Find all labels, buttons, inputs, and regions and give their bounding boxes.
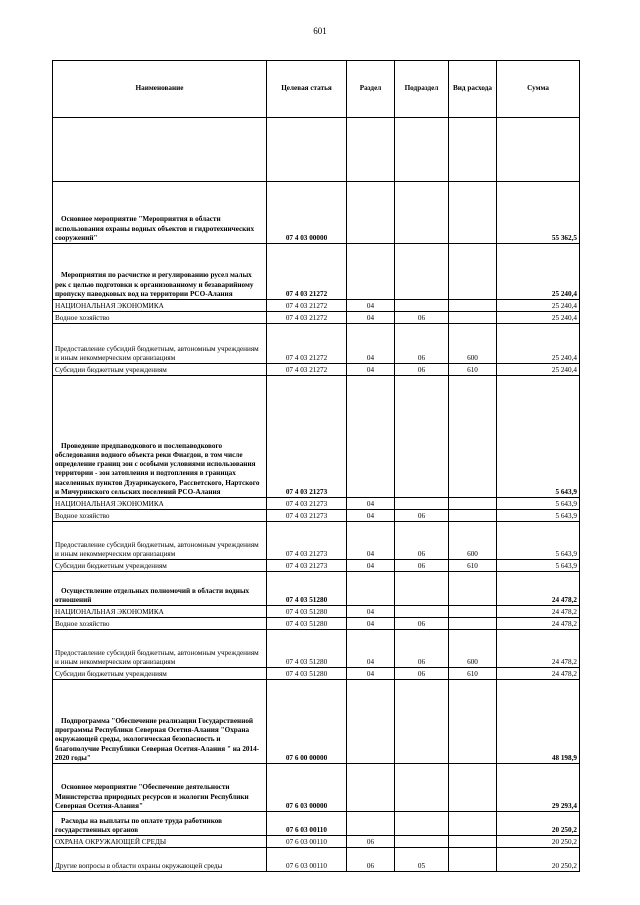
cell-target: 07 4 03 21272: [267, 244, 347, 300]
cell-amount: 20 250,2: [497, 836, 580, 848]
cell-section: [347, 244, 395, 300]
cell-name: Расходы на выплаты по оплате труда работников государственных органов: [53, 812, 267, 836]
cell-expense-type: [449, 836, 497, 848]
cell-section: 06: [347, 836, 395, 848]
cell-section: 04: [347, 324, 395, 364]
cell-subsection: [395, 498, 449, 510]
cell-expense-type: [449, 618, 497, 630]
cell-section: [347, 572, 395, 606]
table-row: [53, 560, 580, 572]
cell-amount: 20 250,2: [497, 812, 580, 836]
cell-subsection: [395, 606, 449, 618]
cell-target: 07 4 03 21273: [267, 560, 347, 572]
cell-expense-type: [449, 848, 497, 872]
cell-target: 07 4 03 21273: [267, 510, 347, 522]
cell-section: 06: [347, 848, 395, 872]
budget-table: [52, 60, 580, 872]
table-row: [53, 618, 580, 630]
cell-amount: 25 240,4: [497, 324, 580, 364]
cell-amount: 24 478,2: [497, 618, 580, 630]
cell-expense-type: [449, 498, 497, 510]
cell-name: НАЦИОНАЛЬНАЯ ЭКОНОМИКА: [53, 300, 267, 312]
cell-amount: 5 643,9: [497, 522, 580, 560]
cell-subsection: [395, 812, 449, 836]
table-row: [53, 812, 580, 836]
cell-name: Мероприятия по расчистке и регулированию русел малых рек с целью подготовки к организованному и безаварийному пропуску паводковых вод на территории РСО-Алания: [53, 244, 267, 300]
cell-subsection: [395, 680, 449, 764]
cell-amount: 24 478,2: [497, 630, 580, 668]
header-amount: Сумма: [497, 61, 580, 118]
cell-target: 07 4 03 21273: [267, 498, 347, 510]
cell-expense-type: [449, 680, 497, 764]
cell-section: 04: [347, 560, 395, 572]
cell-expense-type: [449, 244, 497, 300]
cell-name: Предоставление субсидий бюджетным, автономным учреждениям и иным некоммерческим организациям: [53, 630, 267, 668]
cell-section: [347, 182, 395, 244]
cell-target: 07 6 03 00110: [267, 848, 347, 872]
table-row: [53, 324, 580, 364]
cell-target: 07 4 03 21273: [267, 522, 347, 560]
table-row: [53, 680, 580, 764]
cell-section: 04: [347, 606, 395, 618]
cell-name: Субсидии бюджетным учреждениям: [53, 364, 267, 376]
cell-subsection: 06: [395, 522, 449, 560]
table-row: [53, 364, 580, 376]
cell-name: ОХРАНА ОКРУЖАЮЩЕЙ СРЕДЫ: [53, 836, 267, 848]
cell-expense-type: [449, 118, 497, 182]
cell-subsection: 06: [395, 618, 449, 630]
cell-section: 04: [347, 522, 395, 560]
cell-name: Основное мероприятие "Обеспечение деятельности Министерства природных ресурсов и экологии Республики Северная Осетия-Алания": [53, 764, 267, 812]
header-expense-type: Вид расхода: [449, 61, 497, 118]
cell-target: 07 4 03 21272: [267, 364, 347, 376]
cell-expense-type: [449, 606, 497, 618]
cell-section: [347, 764, 395, 812]
cell-section: [347, 680, 395, 764]
cell-amount: 5 643,9: [497, 560, 580, 572]
cell-amount: 25 240,4: [497, 312, 580, 324]
cell-name: Субсидии бюджетным учреждениям: [53, 560, 267, 572]
header-name: Наименование: [53, 61, 267, 118]
cell-target: 07 6 00 00000: [267, 680, 347, 764]
cell-name: Водное хозяйство: [53, 510, 267, 522]
cell-expense-type: [449, 182, 497, 244]
table-row: [53, 668, 580, 680]
cell-name: НАЦИОНАЛЬНАЯ ЭКОНОМИКА: [53, 498, 267, 510]
cell-name: Предоставление субсидий бюджетным, автономным учреждениям и иным некоммерческим организациям: [53, 324, 267, 364]
cell-name: Основное мероприятие "Мероприятия в области использования охраны водных объектов и гидротехнических сооружений": [53, 182, 267, 244]
cell-subsection: [395, 300, 449, 312]
cell-subsection: [395, 182, 449, 244]
table-row: [53, 118, 580, 182]
cell-name: Подпрограмма "Обеспечение реализации Государственной программы Республики Северная Осетия-Алания "Охрана окружающей среды, экологическая безопасность и благополучие Республики Северная Осетия-Алания " на 2014-2020 годы": [53, 680, 267, 764]
cell-subsection: 06: [395, 510, 449, 522]
cell-amount: 24 478,2: [497, 606, 580, 618]
cell-subsection: 06: [395, 364, 449, 376]
cell-section: 04: [347, 312, 395, 324]
cell-name: НАЦИОНАЛЬНАЯ ЭКОНОМИКА: [53, 606, 267, 618]
cell-target: 07 4 03 21272: [267, 300, 347, 312]
cell-target: 07 4 03 51280: [267, 630, 347, 668]
cell-target: 07 6 03 00000: [267, 764, 347, 812]
cell-subsection: 06: [395, 630, 449, 668]
cell-expense-type: 600: [449, 522, 497, 560]
cell-subsection: [395, 118, 449, 182]
table-row: [53, 312, 580, 324]
cell-subsection: 06: [395, 560, 449, 572]
cell-subsection: 05: [395, 848, 449, 872]
cell-expense-type: [449, 312, 497, 324]
cell-target: 07 4 03 21272: [267, 324, 347, 364]
cell-name: Другие вопросы в области охраны окружающей среды: [53, 848, 267, 872]
cell-subsection: [395, 764, 449, 812]
cell-subsection: [395, 376, 449, 498]
cell-amount: 24 478,2: [497, 572, 580, 606]
cell-section: 04: [347, 300, 395, 312]
cell-amount: 48 198,9: [497, 680, 580, 764]
cell-section: 04: [347, 510, 395, 522]
cell-amount: 24 478,2: [497, 668, 580, 680]
table-row: [53, 848, 580, 872]
header-section: Раздел: [347, 61, 395, 118]
cell-expense-type: 600: [449, 630, 497, 668]
cell-expense-type: [449, 510, 497, 522]
cell-name: Предоставление субсидий бюджетным, автономным учреждениям и иным некоммерческим организациям: [53, 522, 267, 560]
cell-subsection: 06: [395, 668, 449, 680]
cell-name: Субсидии бюджетным учреждениям: [53, 668, 267, 680]
cell-target: 07 4 03 21272: [267, 312, 347, 324]
cell-expense-type: 610: [449, 668, 497, 680]
cell-section: 04: [347, 618, 395, 630]
cell-amount: 25 240,4: [497, 364, 580, 376]
cell-subsection: 06: [395, 312, 449, 324]
cell-amount: [497, 118, 580, 182]
cell-amount: 20 250,2: [497, 848, 580, 872]
table-row: [53, 764, 580, 812]
cell-name: Водное хозяйство: [53, 312, 267, 324]
cell-section: [347, 118, 395, 182]
cell-expense-type: [449, 572, 497, 606]
cell-section: 04: [347, 364, 395, 376]
cell-target: 07 4 03 51280: [267, 618, 347, 630]
table-row: [53, 630, 580, 668]
table-row: [53, 836, 580, 848]
table-row: [53, 300, 580, 312]
header-target: Целевая статья: [267, 61, 347, 118]
cell-expense-type: [449, 812, 497, 836]
cell-name: [53, 118, 267, 182]
cell-amount: 55 362,5: [497, 182, 580, 244]
cell-section: 04: [347, 498, 395, 510]
cell-subsection: [395, 244, 449, 300]
cell-amount: 5 643,9: [497, 376, 580, 498]
cell-target: 07 4 03 00000: [267, 182, 347, 244]
table-row: [53, 498, 580, 510]
table-row: [53, 522, 580, 560]
table-row: [53, 244, 580, 300]
cell-section: [347, 812, 395, 836]
table-row: [53, 182, 580, 244]
cell-subsection: [395, 572, 449, 606]
table-row: [53, 376, 580, 498]
cell-target: 07 4 03 51280: [267, 606, 347, 618]
cell-target: [267, 118, 347, 182]
cell-expense-type: 610: [449, 364, 497, 376]
cell-expense-type: [449, 764, 497, 812]
cell-section: 04: [347, 668, 395, 680]
cell-expense-type: [449, 376, 497, 498]
cell-name: Осуществление отдельных полномочий в области водных отношений: [53, 572, 267, 606]
cell-amount: 5 643,9: [497, 498, 580, 510]
cell-amount: 29 293,4: [497, 764, 580, 812]
cell-amount: 25 240,4: [497, 300, 580, 312]
page-number: 601: [313, 26, 327, 36]
cell-subsection: 06: [395, 324, 449, 364]
cell-amount: 25 240,4: [497, 244, 580, 300]
header-subsection: Подраздел: [395, 61, 449, 118]
cell-name: Проведение предпаводкового и послепаводкового обследования водного объекта реки Фиагдон, в том числе определение границ зон с особыми условиями использования территории - зон затопления и подтопления в границах населенных пунктов Дзуарикауского, Рассветского, Нартского и Мичуринского сельских поселений РСО-Алания: [53, 376, 267, 498]
table-row: [53, 510, 580, 522]
cell-name: Водное хозяйство: [53, 618, 267, 630]
cell-expense-type: [449, 300, 497, 312]
cell-section: 04: [347, 630, 395, 668]
cell-target: 07 4 03 21273: [267, 376, 347, 498]
cell-amount: 5 643,9: [497, 510, 580, 522]
cell-expense-type: 610: [449, 560, 497, 572]
cell-target: 07 4 03 51280: [267, 572, 347, 606]
table-row: [53, 606, 580, 618]
cell-section: [347, 376, 395, 498]
cell-subsection: [395, 836, 449, 848]
cell-target: 07 6 03 00110: [267, 836, 347, 848]
cell-target: 07 4 03 51280: [267, 668, 347, 680]
table-header-row: [53, 61, 580, 118]
cell-expense-type: 600: [449, 324, 497, 364]
table-row: [53, 572, 580, 606]
cell-target: 07 6 03 00110: [267, 812, 347, 836]
